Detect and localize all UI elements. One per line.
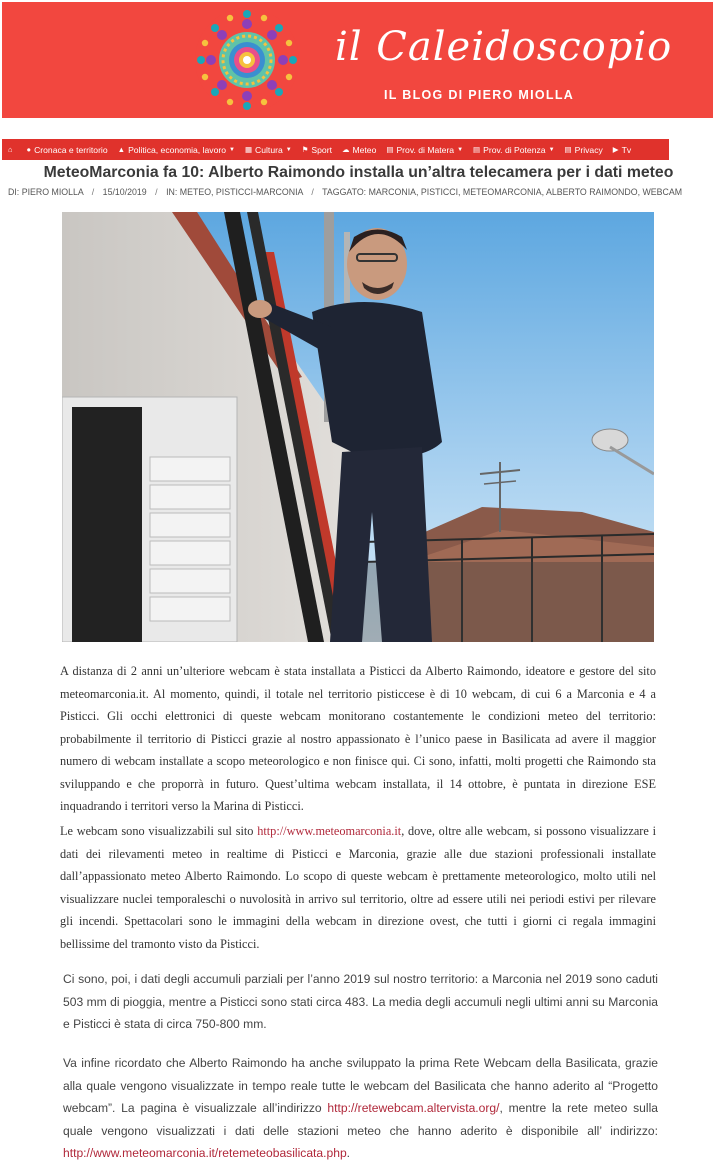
nav-label: Prov. di Potenza: [483, 144, 546, 155]
chevron-down-icon: ▼: [457, 146, 464, 153]
globe-icon: ●: [26, 145, 32, 154]
nav-label: Prov. di Matera: [396, 144, 455, 155]
meta-by-label: DI:: [8, 187, 20, 197]
nav-label: Cronaca e territorio: [34, 144, 108, 155]
chevron-down-icon: ▼: [285, 146, 292, 153]
people-icon: ▲: [117, 145, 126, 154]
meta-date: 15/10/2019: [102, 187, 147, 197]
meta-separator: /: [311, 187, 314, 197]
meta-author[interactable]: PIERO MIOLLA: [21, 187, 84, 197]
home-icon: ⌂: [8, 145, 13, 154]
nav-label: Politica, economia, lavoro: [128, 144, 226, 155]
tv-icon: ▶: [612, 145, 619, 154]
doc-icon: ▤: [473, 145, 481, 154]
article-paragraph-4: [63, 1052, 658, 1165]
cloud-icon: ☁: [341, 145, 350, 154]
nav-cronaca[interactable]: [22, 139, 113, 160]
nav-potenza[interactable]: [468, 139, 559, 160]
pin-icon: ⚑: [301, 145, 309, 154]
nav-cultura[interactable]: [240, 139, 297, 160]
site-tagline: IL BLOG DI PIERO MIOLLA: [384, 88, 575, 102]
meta-separator: /: [155, 187, 158, 197]
meta-in-label: IN:: [166, 187, 178, 197]
meteomarconia-link[interactable]: http://www.meteomarconia.it: [257, 824, 402, 838]
nav-sport[interactable]: [297, 139, 337, 160]
chevron-down-icon: ▼: [228, 146, 235, 153]
paragraph-text: , mentre la rete meteo sulla quale vengono visualizzati i dati delle stazioni meteo che hanno aderito è disponibile all’ indirizzo:: [63, 1101, 658, 1138]
nav-matera[interactable]: [381, 139, 468, 160]
meta-tags-label: TAGGATO:: [322, 187, 367, 197]
meta-tags[interactable]: MARCONIA, PISTICCI, METEOMARCONIA, ALBERTO RAIMONDO, WEBCAM: [368, 187, 683, 197]
article-title: MeteoMarconia fa 10: Alberto Raimondo installa un’altra telecamera per i dati meteo: [43, 164, 674, 181]
nav-politica[interactable]: [113, 139, 240, 160]
article-paragraph-3: Ci sono, poi, i dati degli accumuli parziali per l’anno 2019 sul nostro territorio: a Marconia nel 2019 sono caduti 503 mm di pioggia, mentre a Pisticci sono stati circa 483. La media degli accumuli negli ultimi anni su Marconia e Pisticci è stata di circa 750-800 mm.: [63, 972, 658, 1031]
nav-label: Tv: [621, 144, 632, 155]
meta-separator: /: [91, 187, 95, 197]
nav-label: Meteo: [352, 144, 377, 155]
meta-categories[interactable]: METEO, PISTICCI-MARCONIA: [179, 187, 303, 197]
retemeteo-link[interactable]: http://www.meteomarconia.it/retemeteobasilicata.php: [63, 1146, 347, 1160]
paragraph-text: , dove, oltre alle webcam, si possono visualizzare i dati dei rilevamenti meteo in realtime di Pisticci e Marconia, grazie alle due stazioni professionali installate dall’appassionato meteo Alberto Raimondo. Lo scopo di queste webcam è prettamente meteorologico, molto utili nel visualizzare nuclei temporaleschi o nuvolosità in arrivo sul territorio, oltre ad essere utili nei periodi estivi per rilevare gli incendi. Spettacolari sono le immagini della webcam in direzione ovest, che tutti i giorni ci regala immagini bellissime del tramonto visto da Pisticci.: [60, 824, 656, 951]
chevron-down-icon: ▼: [548, 146, 555, 153]
nav-label: Sport: [311, 144, 332, 155]
nav-tv[interactable]: [608, 139, 636, 160]
mandala-logo-icon[interactable]: [190, 6, 304, 114]
main-nav: [2, 139, 669, 160]
site-header: [2, 2, 713, 118]
nav-home[interactable]: [2, 139, 22, 160]
article-meta: [8, 187, 682, 197]
paragraph-text: Le webcam sono visualizzabili sul sito: [60, 824, 258, 838]
doc-icon: ▤: [386, 145, 394, 154]
nav-meteo[interactable]: [337, 139, 381, 160]
paragraph-text: Va infine ricordato che Alberto Raimondo ha anche sviluppato la prima Rete Webcam della Basilicata, grazie alla quale vengono visualizzate in tempo reale tutte le webcam del Basilicata che hanno aderito al “Progetto webcam”. La pagina è visualizzale all’indirizzo: [63, 1056, 658, 1115]
article-paragraph-1: A distanza di 2 anni un’ulteriore webcam è stata installata a Pisticci da Alberto Raimondo, ideatore e gestore del sito meteomarconia.it. Al momento, quindi, il totale nel territorio pisticcese è di 10 webcam, di cui 6 a Marconia e 4 a Pisticci. Gli occhi elettronici di queste webcam monitorano costantemente le condizioni meteo del territorio: probabilmente il territorio di Pisticci grazie al nostro appassionato è l’unico paese in Basilicata ad avere il maggior numero di webcam installate a scopo meteorologico e non finisce qui. Ci sono, infatti, molti progetti che Raimondo sta sviluppando e che proporrà in futuro. Quest’ultima webcam installata, il 14 ottobre, è puntata in direzione ESE inquadrando i territori verso la Marina di Pisticci.: [60, 664, 656, 813]
retewebcam-link[interactable]: http://retewebcam.altervista.org/: [327, 1101, 500, 1115]
nav-label: Privacy: [574, 144, 603, 155]
article-paragraph-2: [60, 820, 656, 955]
nav-privacy[interactable]: [560, 139, 608, 160]
grid-icon: ▦: [244, 145, 253, 154]
doc-icon: ▤: [564, 145, 572, 154]
article-photo: [62, 212, 654, 642]
nav-label: Cultura: [255, 144, 283, 155]
paragraph-text: .: [346, 1146, 351, 1160]
site-title[interactable]: il Caleidoscopio: [335, 24, 673, 70]
